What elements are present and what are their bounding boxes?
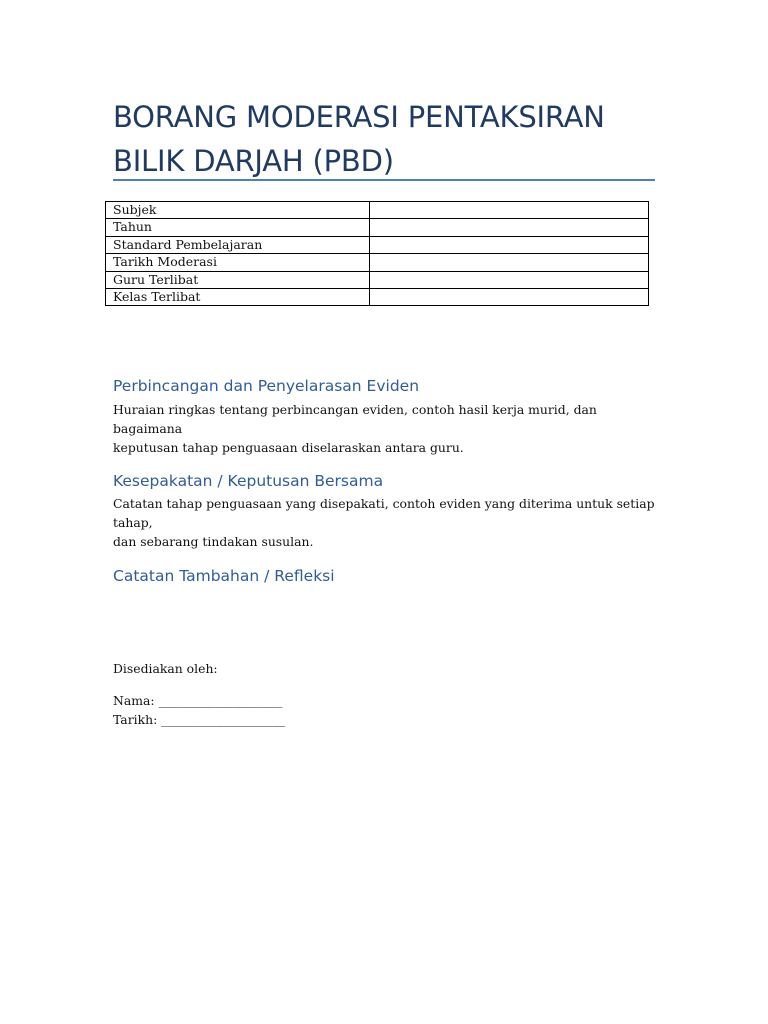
table-row	[106, 271, 649, 288]
row-value-tarikh-moderasi[interactable]	[370, 254, 649, 271]
prepared-by-label: Disediakan oleh:	[113, 661, 218, 676]
row-value-kelas-terlibat[interactable]	[370, 288, 649, 305]
section-body-line: Huraian ringkas tentang perbincangan eviden, contoh hasil kerja murid, dan bagaimana	[113, 402, 597, 436]
section-heading-kesepakatan: Kesepakatan / Keputusan Bersama	[113, 472, 384, 490]
name-signature-line[interactable]: Nama: ____________________	[113, 693, 283, 708]
title-line-1: BORANG MODERASI PENTAKSIRAN	[113, 100, 605, 134]
row-label-subjek: Subjek	[106, 202, 370, 219]
table-row	[106, 219, 649, 236]
row-value-standard-pembelajaran[interactable]	[370, 236, 649, 253]
title-underline-rule	[113, 179, 655, 181]
info-table	[105, 201, 649, 306]
row-label-tahun: Tahun	[106, 219, 370, 236]
row-label-guru-terlibat: Guru Terlibat	[106, 271, 370, 288]
row-value-subjek[interactable]	[370, 202, 649, 219]
section-body-perbincangan	[113, 400, 663, 457]
row-label-kelas-terlibat: Kelas Terlibat	[106, 288, 370, 305]
row-value-tahun[interactable]	[370, 219, 649, 236]
row-label-tarikh-moderasi: Tarikh Moderasi	[106, 254, 370, 271]
section-body-kesepakatan	[113, 494, 663, 551]
title-line-2: BILIK DARJAH (PBD)	[113, 144, 394, 178]
row-value-guru-terlibat[interactable]	[370, 271, 649, 288]
table-row	[106, 202, 649, 219]
section-heading-catatan-tambahan: Catatan Tambahan / Refleksi	[113, 567, 335, 585]
table-row	[106, 288, 649, 305]
row-label-standard-pembelajaran: Standard Pembelajaran	[106, 236, 370, 253]
date-signature-line[interactable]: Tarikh: ____________________	[113, 712, 286, 727]
table-row	[106, 236, 649, 253]
table-row	[106, 254, 649, 271]
section-heading-perbincangan: Perbincangan dan Penyelarasan Eviden	[113, 377, 420, 395]
section-body-line: dan sebarang tindakan susulan.	[113, 534, 314, 549]
section-body-line: Catatan tahap penguasaan yang disepakati, contoh eviden yang diterima untuk setiap tahap,	[113, 496, 655, 530]
section-body-line: keputusan tahap penguasaan diselaraskan antara guru.	[113, 440, 464, 455]
document-title	[113, 95, 673, 183]
